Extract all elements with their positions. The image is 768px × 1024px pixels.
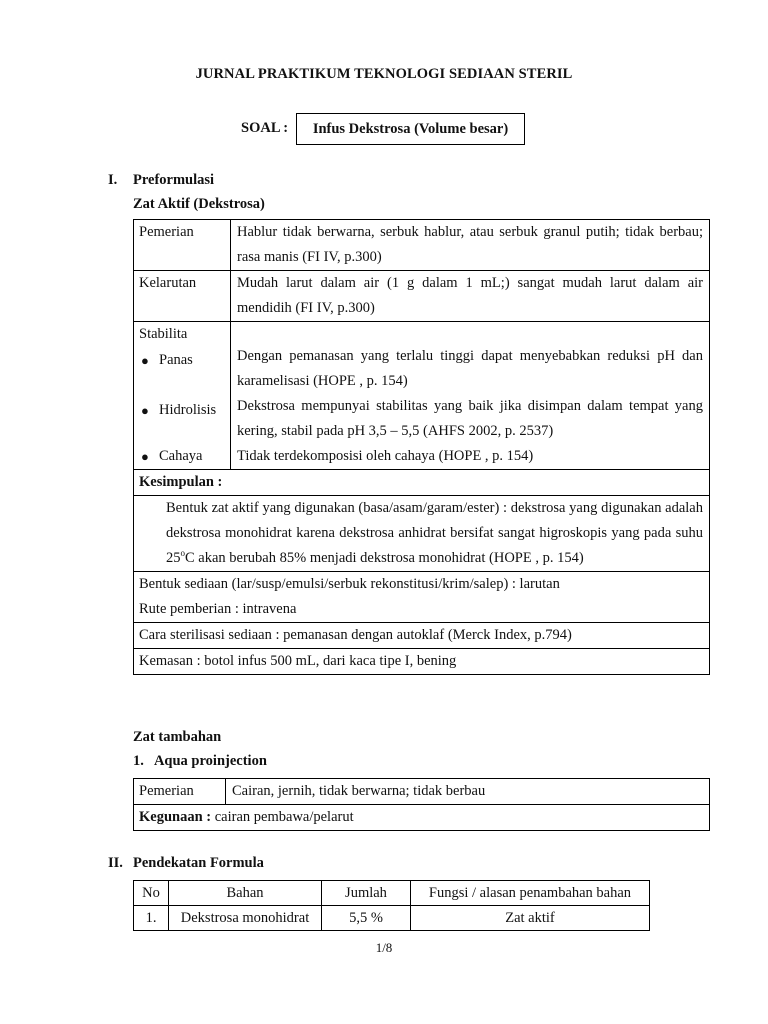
panas-value: Dengan pemanasan yang terlalu tinggi dapat menyebabkan reduksi pH dan karamelisasi (HOPE , p. 154) [237, 348, 703, 389]
table-row [134, 271, 710, 322]
stabilita-label: Stabilita [139, 326, 188, 342]
soal-label: SOAL : [241, 120, 289, 136]
table-row [134, 496, 710, 572]
aqua-heading: 1. Aqua proinjection [133, 753, 267, 769]
table-row [134, 906, 650, 931]
stabilita-cell [134, 322, 231, 470]
section-1-heading: Preformulasi [133, 172, 215, 188]
page-number: 1/8 [375, 940, 393, 955]
panas-label: Panas [159, 352, 193, 368]
aqua-kegunaan-value: cairan pembawa/pelarut [211, 809, 354, 825]
list-item [139, 398, 230, 423]
list-item [139, 444, 230, 469]
table-cell: 5,5 % [322, 906, 411, 931]
kelarutan-value: Mudah larut dalam air (1 g dalam 1 mL;) sangat mudah larut dalam air mendidih (FI IV, p.300) [231, 271, 710, 322]
table-cell: Zat aktif [411, 906, 650, 931]
table-cell: Dekstrosa monohidrat [169, 906, 322, 931]
kesimpulan-text [134, 496, 710, 572]
bentuk-sediaan: Bentuk sediaan (lar/susp/emulsi/serbuk rekonstitusi/krim/salep) : larutan [139, 576, 560, 592]
zat-tambahan-heading: Zat tambahan [133, 729, 222, 745]
column-header: Bahan [169, 881, 322, 906]
table-row [134, 572, 710, 623]
aqua-table [133, 778, 710, 831]
table-row [134, 805, 710, 831]
aqua-kegunaan-label: Kegunaan : [139, 809, 212, 825]
column-header: Fungsi / alasan penambahan bahan [411, 881, 650, 906]
kesimpulan-pre: Bentuk zat aktif yang digunakan (basa/asam/garam/ester) : dekstrosa yang digunakan adalah dekstrosa monohidrat karena dekstrosa anhidrat bersifat sangat higroskopis yang pada suhu 25 [166, 500, 703, 566]
document-title: JURNAL PRAKTIKUM TEKNOLOGI SEDIAAN STERIL [195, 66, 573, 82]
table-cell: 1. [134, 906, 169, 931]
kesimpulan-label: Kesimpulan : [134, 470, 710, 496]
bullet-icon: ● [141, 449, 149, 464]
table-row [134, 623, 710, 649]
table-row [134, 779, 710, 805]
hidrolisis-label: Hidrolisis [159, 402, 217, 418]
aqua-pemerian-label: Pemerian [134, 779, 226, 805]
table-row [134, 322, 710, 470]
zat-aktif-table [133, 219, 710, 675]
formula-table [133, 880, 650, 931]
zat-aktif-heading: Zat Aktif (Dekstrosa) [133, 196, 265, 212]
kelarutan-label: Kelarutan [134, 271, 231, 322]
section-2-number: II. [108, 855, 123, 871]
pemerian-label: Pemerian [134, 220, 231, 271]
soal-value: Infus Dekstrosa (Volume besar) [312, 120, 509, 137]
soal-box [296, 113, 525, 145]
bullet-icon: ● [141, 353, 149, 368]
column-header: Jumlah [322, 881, 411, 906]
stabilita-values [231, 322, 710, 470]
aqua-kegunaan-cell [134, 805, 710, 831]
list-item [139, 348, 230, 373]
table-header-row [134, 881, 650, 906]
aqua-pemerian-value: Cairan, jernih, tidak berwarna; tidak berbau [226, 779, 710, 805]
bullet-icon: ● [141, 403, 149, 418]
cahaya-value: Tidak terdekomposisi oleh cahaya (HOPE , p. 154) [237, 448, 534, 464]
column-header: No [134, 881, 169, 906]
cahaya-label: Cahaya [159, 448, 203, 464]
rute-pemberian: Rute pemberian : intravena [139, 601, 297, 617]
section-1-number: I. [108, 172, 118, 188]
degree-sup: o [180, 548, 185, 559]
kemasan: Kemasan : botol infus 500 mL, dari kaca tipe I, bening [134, 649, 710, 675]
hidrolisis-value: Dekstrosa mempunyai stabilitas yang baik jika disimpan dalam tempat yang kering, stabil pada pH 3,5 – 5,5 (AHFS 2002, p. 2537) [237, 398, 703, 439]
table-row [134, 649, 710, 675]
bentuk-rute-cell [134, 572, 710, 623]
pemerian-value: Hablur tidak berwarna, serbuk hablur, atau serbuk granul putih; tidak berbau; rasa manis (FI IV, p.300) [231, 220, 710, 271]
table-row [134, 470, 710, 496]
table-row [134, 220, 710, 271]
sterilisasi: Cara sterilisasi sediaan : pemanasan dengan autoklaf (Merck Index, p.794) [134, 623, 710, 649]
kesimpulan-post: C akan berubah 85% menjadi dekstrosa monohidrat (HOPE , p. 154) [185, 550, 584, 566]
section-2-heading: Pendekatan Formula [133, 855, 264, 871]
